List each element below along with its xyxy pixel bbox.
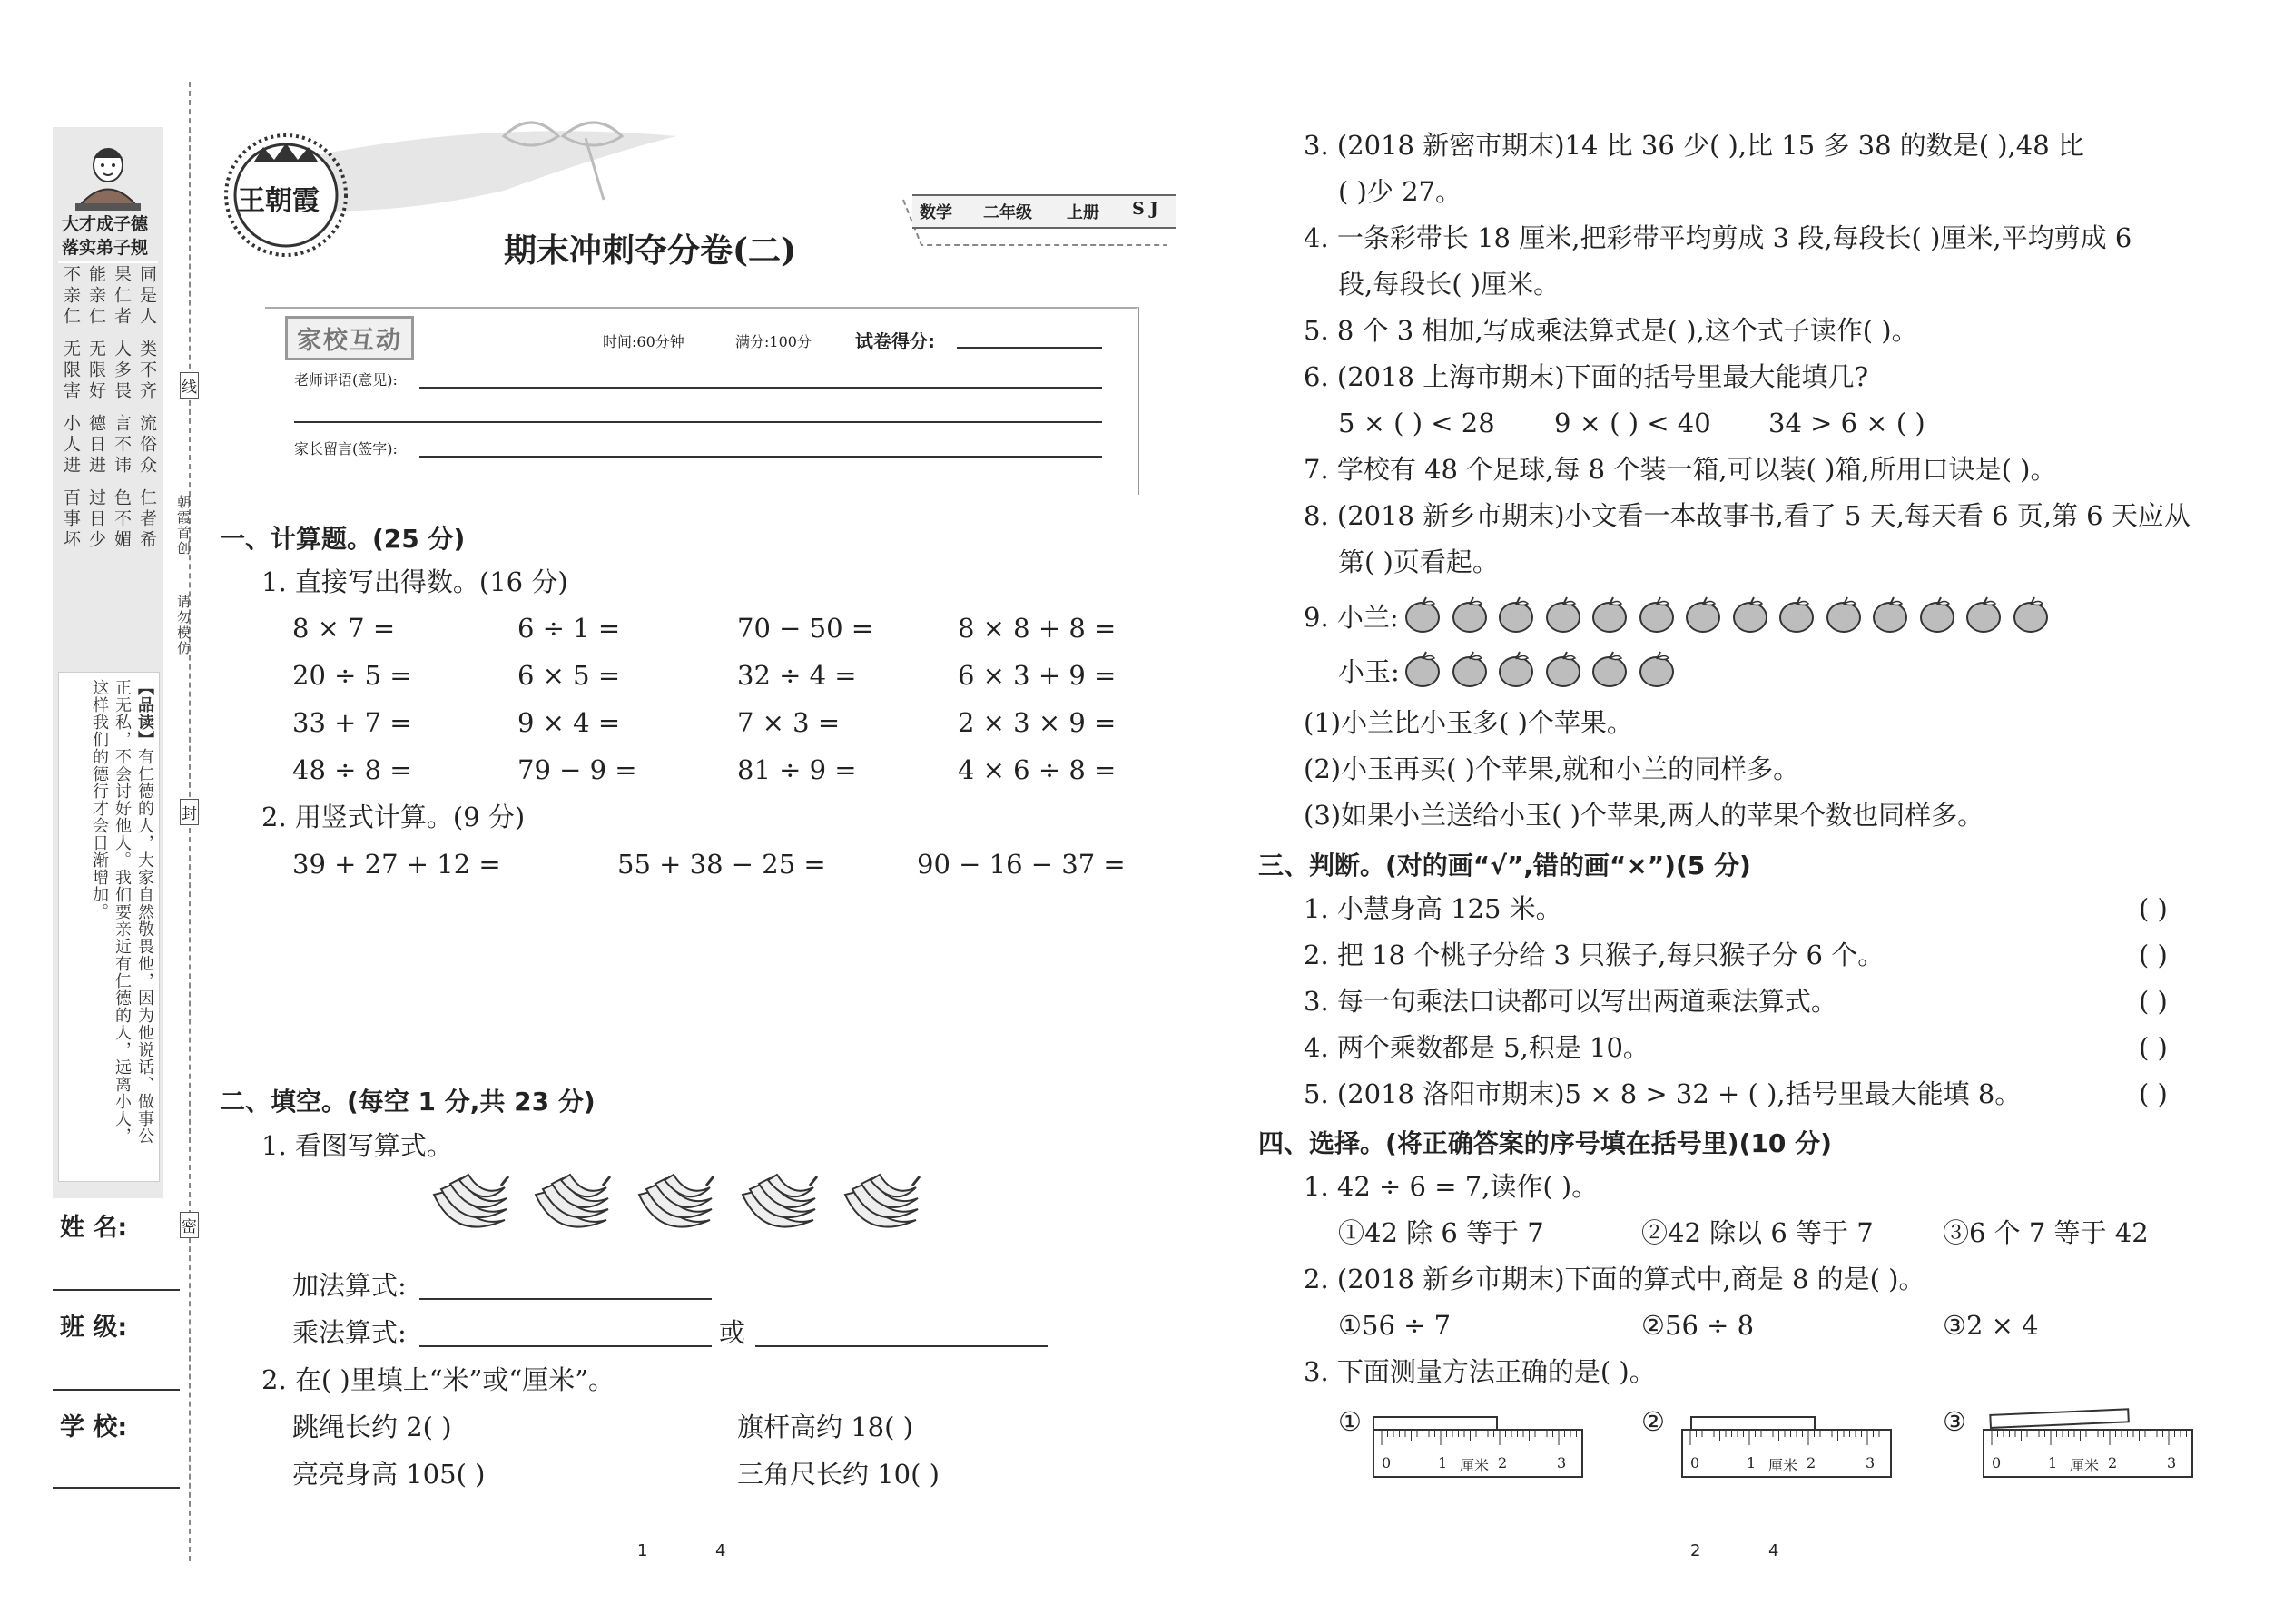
vertical-calc-item: 90 − 16 − 37 =: [917, 849, 1126, 880]
apple-icon: [1871, 595, 1911, 634]
calc-item: 2 × 3 × 9 =: [958, 707, 1117, 738]
poem-col: 能亲仁: [86, 265, 106, 328]
apple-icon: [1497, 650, 1537, 688]
section2-q1-title: 1. 看图写算式。: [261, 1130, 453, 1161]
ruler-label: 1: [2048, 1454, 2058, 1471]
judge-answer[interactable]: ( ): [2139, 940, 2168, 970]
poem-col: 果仁者: [112, 265, 132, 328]
reading-label: 【品读】: [135, 679, 154, 748]
fill-q3-line2: ( )少 27。: [1338, 176, 1462, 207]
ruler-label: 1: [1747, 1454, 1757, 1471]
page-title: 期末冲刺夺分卷(二): [504, 231, 797, 270]
apple-icon: [1964, 595, 2004, 634]
apple-icon: [1403, 650, 1443, 688]
judge-answer[interactable]: ( ): [2139, 986, 2168, 1017]
judge-item: 2. 把 18 个桃子分给 3 只猴子,每只猴子分 6 个。: [1304, 940, 1885, 970]
parent-comment-field[interactable]: [419, 456, 1102, 458]
banana-icon: [840, 1173, 921, 1245]
poem-col: 小人进: [61, 414, 81, 477]
choice-q2: 2. (2018 新乡市期末)下面的算式中,商是 8 的是( )。: [1304, 1264, 1925, 1294]
time-info: 时间:60分钟: [603, 333, 684, 350]
logo-text: 王朝霞: [238, 185, 320, 217]
choice-option: ②56 ÷ 8: [1641, 1310, 1755, 1341]
apple-icon: [1544, 595, 1584, 634]
calc-item: 6 × 3 + 9 =: [958, 660, 1117, 691]
unit-fill-item: 三角尺长约 10( ): [737, 1459, 940, 1490]
teacher-comment-field[interactable]: [294, 421, 1102, 423]
ruler-option-label: ②: [1641, 1406, 1665, 1437]
fold-mark: 线: [180, 372, 199, 399]
tag-term: 上册: [1067, 203, 1099, 222]
calc-item: 8 × 7 =: [292, 613, 396, 644]
section3-title: 三、判断。(对的画“√”,错的画“×”)(5 分): [1258, 851, 1751, 881]
calc-item: 4 × 6 ÷ 8 =: [958, 754, 1117, 785]
fold-note: 请勿模仿: [175, 595, 192, 656]
fill-q4-line2: 段,每段长( )厘米。: [1338, 269, 1561, 300]
judge-answer[interactable]: ( ): [2139, 1032, 2168, 1063]
judge-item: 3. 每一句乘法口诀都可以写出两道乘法算式。: [1304, 986, 1837, 1017]
motto-line-2: 落实弟子规: [62, 238, 149, 258]
tag-subject: 数学: [920, 203, 952, 222]
fill-q9-label-lan: 9. 小兰:: [1304, 602, 1399, 633]
fill-q8-line2: 第( )页看起。: [1338, 546, 1499, 577]
apple-icon: [1918, 595, 1958, 634]
or-label: 或: [719, 1317, 746, 1348]
ruler-option-label: ①: [1338, 1406, 1362, 1437]
judge-item: 4. 两个乘数都是 5,积是 10。: [1304, 1032, 1649, 1063]
fill-q6-item: 5 × ( ) < 28: [1338, 408, 1495, 438]
unit-fill-item: 亮亮身高 105( ): [292, 1459, 486, 1490]
poem-col: 德日进: [86, 414, 106, 477]
judge-item: 1. 小慧身高 125 米。: [1304, 893, 1562, 924]
ruler-label: 3: [1557, 1454, 1567, 1471]
poem-col: 色不媚: [112, 488, 132, 551]
fill-q8-line1: 8. (2018 新乡市期末)小文看一本故事书,看了 5 天,每天看 6 页,第 6 天应从: [1304, 500, 2191, 531]
ruler-label: 3: [2167, 1454, 2177, 1471]
calc-item: 32 ÷ 4 =: [737, 660, 857, 691]
school-field[interactable]: [53, 1487, 180, 1489]
class-field[interactable]: [53, 1389, 180, 1391]
fill-q6-item: 34 > 6 × ( ): [1768, 408, 1925, 438]
ruler-label: 1: [1438, 1454, 1448, 1471]
judge-answer[interactable]: ( ): [2139, 1078, 2168, 1109]
fill-q9-sub: (2)小玉再买( )个苹果,就和小兰的同样多。: [1304, 753, 1800, 784]
ruler-label: 厘米: [1768, 1457, 1798, 1474]
choice-q3: 3. 下面测量方法正确的是( )。: [1304, 1356, 1656, 1387]
unit-fill-item: 旗杆高约 18( ): [737, 1412, 913, 1442]
reading-box: [60, 679, 156, 1169]
apple-icon: [1731, 595, 1771, 634]
apple-icon: [1497, 595, 1537, 634]
apple-icon: [1777, 595, 1817, 634]
home-school-box: [265, 307, 1139, 495]
apple-icon: [1403, 595, 1443, 634]
section2-title: 二、填空。(每空 1 分,共 23 分): [220, 1087, 596, 1117]
poem-col: 不亲仁: [61, 265, 81, 328]
mul-formula-field[interactable]: [419, 1345, 712, 1347]
calc-item: 8 × 8 + 8 =: [958, 613, 1117, 644]
unit-fill-item: 跳绳长约 2( ): [292, 1412, 452, 1442]
score-label: 试卷得分:: [855, 330, 935, 352]
fold-mark: 密: [180, 1212, 199, 1238]
vertical-calc-item: 55 + 38 − 25 =: [617, 849, 826, 880]
calc-item: 7 × 3 =: [737, 707, 841, 738]
ruler-label: 2: [2108, 1454, 2118, 1471]
poem-col: 人多畏: [112, 340, 132, 402]
name-field[interactable]: [53, 1289, 180, 1291]
apple-icon: [1544, 650, 1584, 688]
choice-option: ①56 ÷ 7: [1338, 1310, 1452, 1341]
section1-q2-title: 2. 用竖式计算。(9 分): [261, 802, 526, 832]
add-formula-label: 加法算式:: [292, 1270, 407, 1301]
ruler-figure-3: [1983, 1416, 2195, 1478]
vertical-calc-item: 39 + 27 + 12 =: [292, 849, 501, 880]
ruler-label: 3: [1866, 1454, 1876, 1471]
mul-formula-field-2[interactable]: [755, 1345, 1048, 1347]
calc-item: 81 ÷ 9 =: [737, 754, 857, 785]
class-label: 班 级:: [60, 1314, 128, 1342]
fold-mark: 封: [180, 799, 199, 825]
tag-edition: SJ: [1132, 199, 1164, 219]
page-number: 2: [1690, 1541, 1701, 1560]
poem-col: 同是人: [137, 265, 157, 328]
home-school-label: 家校互动: [285, 316, 414, 360]
banana-icon: [530, 1173, 612, 1245]
poem-col: 无限好: [86, 340, 106, 402]
score-info: 满分:100分: [735, 333, 812, 350]
fill-q6-item: 9 × ( ) < 40: [1554, 408, 1711, 438]
ruler-label: 0: [1992, 1454, 2002, 1471]
name-label: 姓 名:: [60, 1214, 128, 1242]
ruler-label: 0: [1690, 1454, 1700, 1471]
ruler-label: 2: [1498, 1454, 1508, 1471]
apple-icon: [1451, 595, 1491, 634]
calc-item: 70 − 50 =: [737, 613, 874, 644]
choice-option: ①42 除 6 等于 7: [1338, 1217, 1544, 1248]
judge-item: 5. (2018 洛阳市期末)5 × 8 > 32 + ( ),括号里最大能填 8。: [1304, 1078, 2022, 1109]
judge-answer[interactable]: ( ): [2139, 893, 2168, 924]
apple-icon: [1590, 650, 1630, 688]
mascot-icon: [53, 133, 163, 214]
calc-item: 20 ÷ 5 =: [292, 660, 412, 691]
calc-item: 6 × 5 =: [517, 660, 621, 691]
banana-icon: [634, 1173, 715, 1245]
section1-title: 一、计算题。(25 分): [220, 524, 466, 554]
banana-icon: [428, 1173, 510, 1245]
page-number: 1: [637, 1541, 648, 1560]
ruler-label: 厘米: [2070, 1457, 2100, 1474]
poem: [53, 265, 163, 655]
page-number: 4: [715, 1541, 726, 1560]
poem-col: 过日少: [86, 488, 106, 551]
teacher-comment-label: 老师评语(意见):: [294, 371, 398, 389]
motto-line-1: 大才成子德: [62, 214, 149, 234]
ruler-figure-1: [1373, 1416, 1585, 1478]
apple-icon: [2012, 595, 2052, 634]
fill-q3-line1: 3. (2018 新密市期末)14 比 36 少( ),比 15 多 38 的数是( ),48 比: [1304, 130, 2084, 161]
calc-item: 9 × 4 =: [517, 707, 621, 738]
apple-icon: [1451, 650, 1491, 688]
ruler-label: 厘米: [1460, 1457, 1490, 1474]
fill-q5: 5. 8 个 3 相加,写成乘法算式是( ),这个式子读作( )。: [1304, 315, 1918, 346]
mul-formula-label: 乘法算式:: [292, 1317, 407, 1348]
sidebar-motto-box: [53, 127, 163, 1198]
apple-icon: [1638, 595, 1678, 634]
calc-item: 79 − 9 =: [517, 754, 637, 785]
fill-q6-title: 6. (2018 上海市期末)下面的括号里最大能填几?: [1304, 361, 1869, 392]
fill-q9-sub: (3)如果小兰送给小玉( )个苹果,两人的苹果个数也同样多。: [1304, 800, 1984, 831]
choice-option: ②42 除以 6 等于 7: [1641, 1217, 1874, 1248]
apple-icon: [1590, 595, 1630, 634]
choice-option: ③2 × 4: [1943, 1310, 2039, 1341]
apple-icon: [1638, 650, 1678, 688]
reading-text: 【品读】有仁德的人，大家自然敬畏他，因为他说话、做事公正无私，不会讨好他人。我们要亲近有仁德的人，远离小人，这样我们的德行才会日渐增加。: [90, 679, 154, 1145]
section1-q1-title: 1. 直接写出得数。(16 分): [261, 566, 568, 597]
fill-q4-line1: 4. 一条彩带长 18 厘米,把彩带平均剪成 3 段,每段长( )厘米,平均剪成 6: [1304, 222, 2132, 253]
apple-icon: [1684, 595, 1724, 634]
school-label: 学 校:: [60, 1413, 128, 1442]
poem-col: 百事坏: [61, 488, 81, 551]
ruler-label: 2: [1807, 1454, 1816, 1471]
ruler-option-label: ③: [1943, 1406, 1966, 1437]
apple-icon: [1825, 595, 1865, 634]
fill-q9-label-yu: 小玉:: [1338, 656, 1400, 687]
poem-col: 言不讳: [112, 414, 132, 477]
choice-q1: 1. 42 ÷ 6 = 7,读作( )。: [1304, 1171, 1599, 1202]
add-formula-field[interactable]: [419, 1298, 712, 1300]
poem-col: 类不齐: [137, 340, 157, 402]
ruler-label: 0: [1382, 1454, 1392, 1471]
calc-item: 33 + 7 =: [292, 707, 412, 738]
fold-note: 朝霞首创: [175, 495, 192, 556]
fill-q7: 7. 学校有 48 个足球,每 8 个装一箱,可以装( )箱,所用口诀是( )。: [1304, 454, 2057, 485]
poem-col: 流俗众: [137, 414, 157, 477]
poem-col: 仁者希: [137, 488, 157, 551]
poem-col: 无限害: [61, 340, 81, 402]
fill-q9-sub: (1)小兰比小玉多( )个苹果。: [1304, 707, 1633, 738]
tag-grade: 二年级: [983, 203, 1032, 222]
section4-title: 四、选择。(将正确答案的序号填在括号里)(10 分): [1258, 1128, 1832, 1158]
calc-item: 48 ÷ 8 =: [292, 754, 412, 785]
section2-q2-title: 2. 在( )里填上“米”或“厘米”。: [261, 1364, 615, 1395]
banana-icon: [737, 1173, 819, 1245]
score-field[interactable]: [957, 347, 1102, 349]
choice-option: ③6 个 7 等于 42: [1943, 1217, 2149, 1248]
subject-tag: [912, 194, 1176, 229]
parent-comment-label: 家长留言(签字):: [294, 440, 398, 458]
teacher-comment-field[interactable]: [419, 387, 1102, 389]
page-number: 4: [1768, 1541, 1779, 1560]
calc-item: 6 ÷ 1 =: [517, 613, 621, 644]
ruler-figure-2: [1681, 1416, 1894, 1478]
